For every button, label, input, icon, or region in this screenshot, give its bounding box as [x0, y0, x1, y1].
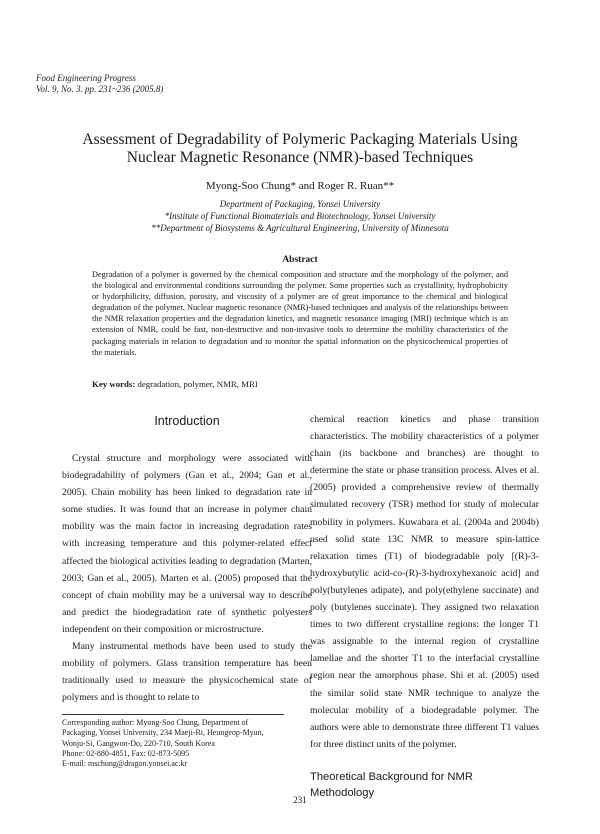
title-line-2: Nuclear Magnetic Resonance (NMR)-based Techniques — [126, 149, 474, 166]
affiliations — [40, 198, 560, 234]
footnote-address: Corresponding author: Myong-Soo Chung, Department of Packaging, Yonsei University, 234 Maeji-Ri, Heungeop-Myun, Wonju-Si, Gangwon-Do, 220-710, South Korea — [62, 718, 264, 748]
journal-name: Food Engineering Progress — [36, 73, 136, 83]
journal-volume: Vol. 9, No. 3. pp. 231~236 (2005.8) — [36, 84, 164, 94]
right-column — [310, 411, 539, 801]
title-line-1: Assessment of Degradability of Polymeric Packaging Materials Using — [82, 131, 518, 148]
abstract-text: Degradation of a polymer is governed by the chemical composition and structure and the morphology of the polymer, and the biological and environmental conditions surrounding the polymer. Some properties such as crystallinity, hydrophobicity or hydorphilicity, diffusion, porosity, and viscosity of a polymer are of great importance to the chemical and biological degradation of the polymer. Nuclear magnetic resonance (NMR)-based techniques and analysis of the relationships between the NMR relaxation properties and the degradation kinetics, and magnetic resonance imaging (MRI) technique which is an extension of NMR, could be fast, non-destructive and non-invasive tools to determine the mobility characteristics of the packaging materials in relation to degradation and to monitor the spatial information on the physicochemical properties of the materials. — [92, 270, 508, 357]
intro-paragraph-2: Many instrumental methods have been used to study the mobility of polymers. Glass transition temperature has been traditionally used to measure the physicochemical state of polymers and is thought to relate to — [62, 641, 312, 704]
affiliation-1: Department of Packaging, Yonsei University — [219, 199, 381, 209]
corresponding-author-footnote — [62, 714, 284, 769]
intro-paragraph-1: Crystal structure and morphology were associated with biodegradability of polymers (Gan et al., 2004; Gan et al., 2005). Chain mobility has been linked to degradation rate in some studies. It was found that an increase in polymer chain mobility was the main factor in increasing degradation rates with increasing temperature and this polymer-related effect affected the biological activities leading to degradation (Marten, 2003; Gan et al., 2005). Marten et al. (2005) proposed that the concept of chain mobility may be a universal way to describe and predict the biodegradation rate of synthetic polyesters independent on their composition or microstructure. — [62, 453, 312, 635]
keywords — [92, 379, 508, 389]
abstract-heading: Abstract — [282, 255, 318, 265]
footnote-email: E-mail: mschung@dragon.yonsei.ac.kr — [62, 759, 188, 769]
journal-header — [36, 73, 163, 95]
introduction-heading: Introduction — [154, 414, 220, 428]
paper-title — [40, 131, 560, 167]
affiliation-2: *Institute of Functional Biomaterials and Biotechnology, Yonsei University — [164, 211, 436, 221]
footnote-phone: Phone: 02-880-4851, Fax: 02-873-5095 — [62, 748, 190, 758]
theory-heading: Theoretical Background for NMR Methodology — [310, 770, 473, 799]
keywords-list: degradation, polymer, NMR, MRI — [137, 379, 258, 389]
keywords-label: Key words: — [92, 379, 136, 389]
affiliation-3: **Department of Biosystems & Agricultural Engineering, University of Minnesota — [151, 223, 449, 233]
authors: Myong-Soo Chung* and Roger R. Ruan** — [205, 180, 395, 192]
left-column — [62, 414, 312, 706]
page-number: 231 — [293, 795, 307, 805]
intro-paragraph-3: chemical reaction kinetics and phase transition characteristics. The mobility characteristics of a polymer chain (its backbone and branches) are thought to determine the state or phase transition process. Alves et al. (2005) provided a comprehensive review of thermally simulated recovery (TSR) method for study of molecular mobility in polymers. Kuwabara et al. (2004a and 2004b) used solid state 13C NMR to measure spin-lattice relaxation times (T1) of biodegradable poly [(R)-3-hydroxybutylic acid-co-(R)-3-hydroxyhexanoic acid] and poly(butylenes adipate), and poly(ethylene succinate) and poly (butylenes succinate). They assigned two relaxation times to two different crystalline regions: the longer T1 was assignable to the internal region of crystalline lamellae and the shorter T1 to the interfacial crystalline region near the amorphous phase. Shi et al. (2005) used the similar solid state NMR technique to analyze the molecular mobility of a biodegradable polymer. The authors were able to demonstrate three different T1 values for three distinct units of the polymer. — [310, 414, 539, 750]
